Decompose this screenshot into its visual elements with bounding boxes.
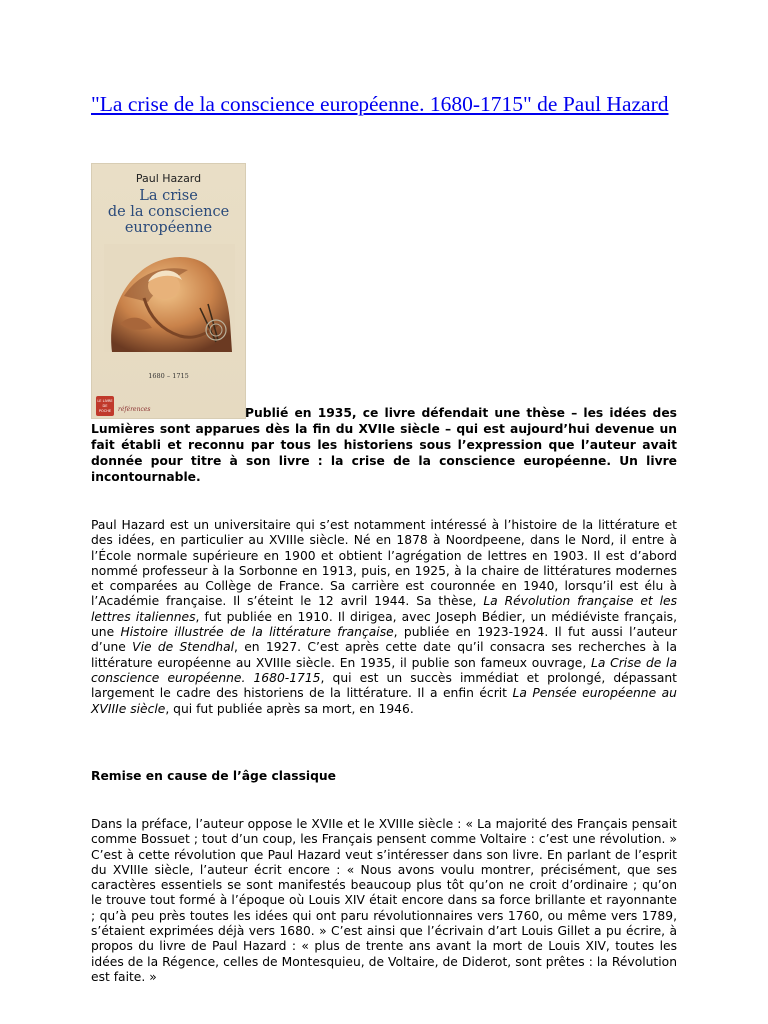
article-title-link[interactable]: "La crise de la conscience européenne. 1680-1715" de Paul Hazard	[91, 92, 669, 116]
cover-illustration	[104, 244, 235, 352]
bio-italic-3: Vie de Stendhal	[132, 640, 235, 655]
cover-title: La crise de la conscience européenne	[107, 188, 230, 236]
section-heading: Remise en cause de l’âge classique	[91, 769, 337, 783]
bio-text-2: , fut publiée en 1910. Il dirigea, avec Joseph Bédier, un médiéviste français, une	[91, 609, 677, 640]
bio-text-4: , en 1927. C’est après cette date qu’il consacra ses recherches à la littérature européenne au XVIIIe siècle. En 1935, il publie son fameux ouvrage,	[91, 640, 677, 670]
intro-text: Publié en 1935, ce livre défendait une thèse – les idées des Lumières sont apparues dès la fin du XVIIe siècle – qui est aujourd’hui devenue un fait établi et reconnu par tous les historiens sous l’expression que l’auteur avait donnée pour titre à son livre : la crise de la conscience européenne. Un livre incontournable.	[91, 406, 677, 484]
bio-italic-2: Histoire illustrée de la littérature française	[120, 625, 394, 640]
cover-collection: références	[118, 406, 151, 413]
bio-italic-4: La Crise de la conscience européenne. 1680-1715	[91, 655, 678, 685]
intro-paragraph	[91, 405, 677, 485]
bio-text-5: , qui est un succès immédiat et prolongé, dépassant largement le cadre des historiens de la littérature. Il a enfin écrit	[91, 670, 677, 701]
publisher-logo: LE LIVRE DE POCHE	[96, 396, 114, 416]
bio-italic-1: La Révolution française et les lettres italiennes	[91, 594, 677, 624]
cover-author: Paul Hazard	[135, 172, 202, 185]
bio-text-6: , qui fut publiée après sa mort, en 1946.	[165, 701, 414, 716]
bio-italic-5: La Pensée européenne au XVIIIe siècle	[91, 686, 677, 716]
preface-paragraph: Dans la préface, l’auteur oppose le XVIIe et le XVIIIe siècle : « La majorité des Français pensait comme Bossuet ; tout d’un coup, les Français pensent comme Voltaire : c’est une révolution. » C’est à cette révolution que Paul Hazard veut s’intéresser dans son livre. En parlant de l’esprit du XVIIIe siècle, l’auteur écrit encore : « Nous avons voulu montrer, précisément, que ses caractères essentiels se sont manifestés beaucoup plus tôt qu’on ne croit d’ordinaire ; qu’on le trouve tout formé à l’époque où Louis XIV était encore dans sa force brillante et rayonnante ; qu’à peu près toutes les idées qui ont paru révolutionnaires vers 1760, ou même vers 1789, s’étaient exprimées déjà vers 1680. » C’est ainsi que l’écrivain d’art Louis Gillet a pu écrire, à propos du livre de Paul Hazard : « plus de trente ans avant la mort de Louis XIV, toutes les idées de la Régence, celles de Montesquieu, de Voltaire, de Diderot, sont prêtes : la Révolution est faite. »	[91, 817, 677, 984]
book-cover-image	[91, 163, 246, 419]
bio-text-1: Paul Hazard est un universitaire qui s’est notamment intéressé à l’histoire de la littérature et des idées, en particulier au XVIIIe siècle. Né en 1878 à Noordpeene, dans le Nord, il entre à l’École normale supérieure en 1900 et obtient l’agrégation de lettres en 1903. Il est d’abord nommé professeur à la Sorbonne en 1913, puis, en 1925, à la chaire de littératures modernes et comparées au Collège de France. Sa carrière est couronnée en 1940, lorsqu’il est élu à l’Académie française. Il s’éteint le 12 avril 1944. Sa thèse,	[91, 518, 677, 609]
biography-paragraph	[91, 518, 677, 717]
cover-dates: 1680 – 1715	[148, 372, 189, 380]
bio-text-3: , publiée en 1923-1924. Il fut aussi l’auteur d’une	[91, 625, 678, 655]
